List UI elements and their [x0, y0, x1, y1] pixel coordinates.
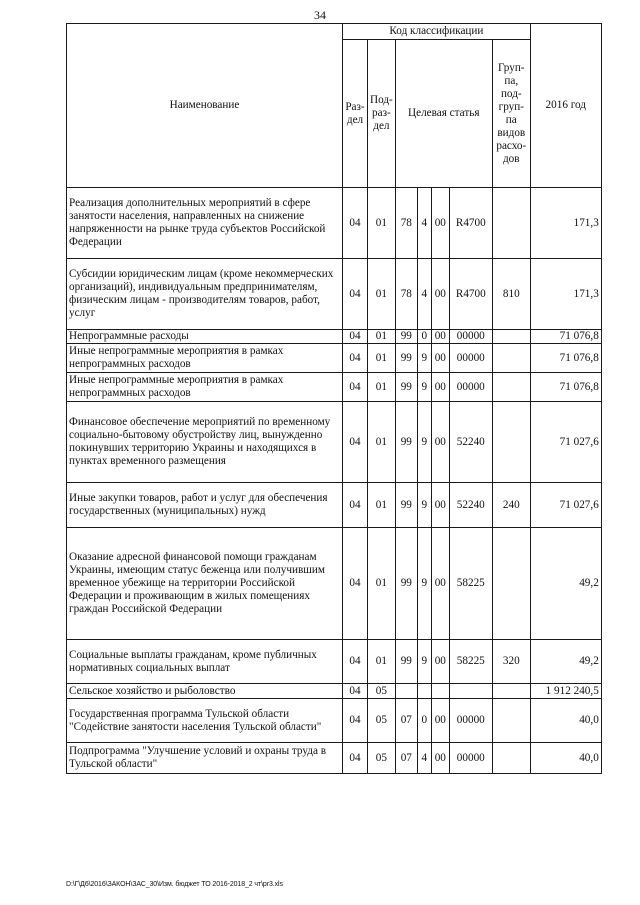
- row-target-program: 78: [395, 259, 417, 330]
- row-target-main-event: 00: [431, 743, 449, 774]
- row-target-program: 99: [395, 330, 417, 344]
- row-target-program: 99: [395, 373, 417, 402]
- row-target-main-event: 00: [431, 483, 449, 528]
- row-name: Иные закупки товаров, работ и услуг для обеспечения государственных (муниципальных) нужд: [67, 483, 343, 528]
- row-target-subprogram: 9: [417, 640, 431, 684]
- table-row: [67, 743, 602, 774]
- row-subsection: 01: [368, 259, 396, 330]
- table-row: [67, 402, 602, 483]
- row-target-program: 99: [395, 528, 417, 640]
- row-name: Социальные выплаты гражданам, кроме публичных нормативных социальных выплат: [67, 640, 343, 684]
- header-expense-group: Груп-па, под-груп-па видов расхо-дов: [492, 40, 530, 188]
- row-subsection: 05: [368, 743, 396, 774]
- row-expense-group: [492, 402, 530, 483]
- row-amount: 171,3: [530, 188, 601, 259]
- row-name: Государственная программа Тульской области "Содействие занятости населения Тульской области": [67, 699, 343, 743]
- row-target-main-event: 00: [431, 402, 449, 483]
- row-subsection: 01: [368, 330, 396, 344]
- row-amount: 49,2: [530, 640, 601, 684]
- row-name: Иные непрограммные мероприятия в рамках непрограммных расходов: [67, 344, 343, 373]
- row-target-subprogram: 9: [417, 483, 431, 528]
- row-name: Субсидии юридическим лицам (кроме некоммерческих организаций), индивидуальным предпринимателям, физическим лицам - производителям товаров, работ, услуг: [67, 259, 343, 330]
- row-name: Реализация дополнительных мероприятий в сфере занятости населения, направленных на снижение напряженности на рынке труда субъектов Российской Федерации: [67, 188, 343, 259]
- row-target-main-event: 00: [431, 330, 449, 344]
- row-name: Финансовое обеспечение мероприятий по временному социально-бытовому обустройству лиц, вынужденно покинувших территорию Украины и находящихся в пунктах временного размещения: [67, 402, 343, 483]
- row-target-direction: R4700: [449, 188, 492, 259]
- table-row: [67, 188, 602, 259]
- file-path-footer: D:\Г\Д6\2016\ЗАКОН\ЗАС_30\Изм. бюджет ТО 2016-2018_2 чт\pr3.xls: [66, 881, 283, 888]
- table-row: [67, 640, 602, 684]
- row-expense-group: [492, 344, 530, 373]
- row-amount: 1 912 240,5: [530, 684, 601, 699]
- row-section: 04: [343, 344, 368, 373]
- row-target-main-event: 00: [431, 640, 449, 684]
- header-name: Наименование: [67, 24, 343, 188]
- row-target-main-event: 00: [431, 344, 449, 373]
- row-target-direction: 00000: [449, 373, 492, 402]
- row-target-direction: R4700: [449, 259, 492, 330]
- row-target-direction: 58225: [449, 640, 492, 684]
- row-expense-group: [492, 330, 530, 344]
- row-subsection: 01: [368, 640, 396, 684]
- row-target-main-event: 00: [431, 373, 449, 402]
- row-name: Сельское хозяйство и рыболовство: [67, 684, 343, 699]
- row-target-subprogram: 9: [417, 528, 431, 640]
- row-target-direction: 00000: [449, 743, 492, 774]
- row-section: 04: [343, 373, 368, 402]
- row-subsection: 01: [368, 528, 396, 640]
- row-target-main-event: 00: [431, 528, 449, 640]
- row-expense-group: [492, 743, 530, 774]
- table-row: [67, 684, 602, 699]
- table-row: [67, 330, 602, 344]
- row-expense-group: 320: [492, 640, 530, 684]
- row-expense-group: [492, 699, 530, 743]
- row-target-direction: 58225: [449, 528, 492, 640]
- row-amount: 171,3: [530, 259, 601, 330]
- row-amount: 71 076,8: [530, 373, 601, 402]
- row-amount: 71 076,8: [530, 330, 601, 344]
- row-section: 04: [343, 640, 368, 684]
- row-amount: 40,0: [530, 699, 601, 743]
- row-expense-group: [492, 373, 530, 402]
- row-subsection: 01: [368, 483, 396, 528]
- row-target-direction: 00000: [449, 330, 492, 344]
- row-target-subprogram: 9: [417, 373, 431, 402]
- row-target-program: 99: [395, 483, 417, 528]
- header-section: Раз-дел: [343, 40, 368, 188]
- row-target-subprogram: 0: [417, 330, 431, 344]
- row-subsection: 01: [368, 373, 396, 402]
- row-target-direction: 00000: [449, 699, 492, 743]
- row-section: 04: [343, 330, 368, 344]
- row-section: 04: [343, 188, 368, 259]
- row-target-main-event: 00: [431, 188, 449, 259]
- header-target-article: Целевая статья: [395, 40, 492, 188]
- row-name: Иные непрограммные мероприятия в рамках непрограммных расходов: [67, 373, 343, 402]
- page-number: 34: [314, 8, 326, 22]
- row-expense-group: 810: [492, 259, 530, 330]
- row-target-program: 07: [395, 699, 417, 743]
- row-target-program: 99: [395, 402, 417, 483]
- row-section: 04: [343, 684, 368, 699]
- row-amount: 49,2: [530, 528, 601, 640]
- row-subsection: 01: [368, 402, 396, 483]
- row-target-direction: 00000: [449, 344, 492, 373]
- row-target-subprogram: 9: [417, 344, 431, 373]
- header-classification: Код классификации: [343, 24, 531, 40]
- table-row: [67, 259, 602, 330]
- row-amount: 71 027,6: [530, 483, 601, 528]
- header-year: 2016 год: [530, 24, 601, 188]
- row-section: 04: [343, 743, 368, 774]
- row-target-direction: 52240: [449, 402, 492, 483]
- table-row: [67, 528, 602, 640]
- row-target-subprogram: 0: [417, 699, 431, 743]
- row-amount: 40,0: [530, 743, 601, 774]
- row-section: 04: [343, 402, 368, 483]
- row-name: Оказание адресной финансовой помощи гражданам Украины, имеющим статус беженца или получившим временное убежище на территории Российской Федерации и проживающим в жилых помещениях граждан Российской Федерации: [67, 528, 343, 640]
- table-row: [67, 344, 602, 373]
- row-target-direction: 52240: [449, 483, 492, 528]
- row-name: Непрограммные расходы: [67, 330, 343, 344]
- row-subsection: 01: [368, 344, 396, 373]
- row-target-program: 99: [395, 344, 417, 373]
- row-subsection: 01: [368, 188, 396, 259]
- row-section: 04: [343, 259, 368, 330]
- header-subsection: Под-раз-дел: [368, 40, 396, 188]
- row-target-program: [395, 684, 417, 699]
- row-target-program: 99: [395, 640, 417, 684]
- row-section: 04: [343, 699, 368, 743]
- row-expense-group: [492, 528, 530, 640]
- table-row: [67, 483, 602, 528]
- row-target-subprogram: 4: [417, 188, 431, 259]
- row-target-main-event: 00: [431, 259, 449, 330]
- row-subsection: 05: [368, 684, 396, 699]
- row-amount: 71 076,8: [530, 344, 601, 373]
- budget-table: [66, 23, 602, 774]
- row-target-subprogram: [417, 684, 431, 699]
- row-target-direction: [449, 684, 492, 699]
- row-target-main-event: [431, 684, 449, 699]
- row-expense-group: [492, 684, 530, 699]
- row-target-subprogram: 9: [417, 402, 431, 483]
- row-name: Подпрограмма "Улучшение условий и охраны труда в Тульской области": [67, 743, 343, 774]
- row-subsection: 05: [368, 699, 396, 743]
- row-amount: 71 027,6: [530, 402, 601, 483]
- row-target-subprogram: 4: [417, 259, 431, 330]
- row-section: 04: [343, 528, 368, 640]
- row-target-main-event: 00: [431, 699, 449, 743]
- row-target-subprogram: 4: [417, 743, 431, 774]
- row-target-program: 78: [395, 188, 417, 259]
- table-row: [67, 699, 602, 743]
- row-expense-group: 240: [492, 483, 530, 528]
- row-section: 04: [343, 483, 368, 528]
- row-target-program: 07: [395, 743, 417, 774]
- row-expense-group: [492, 188, 530, 259]
- table-row: [67, 373, 602, 402]
